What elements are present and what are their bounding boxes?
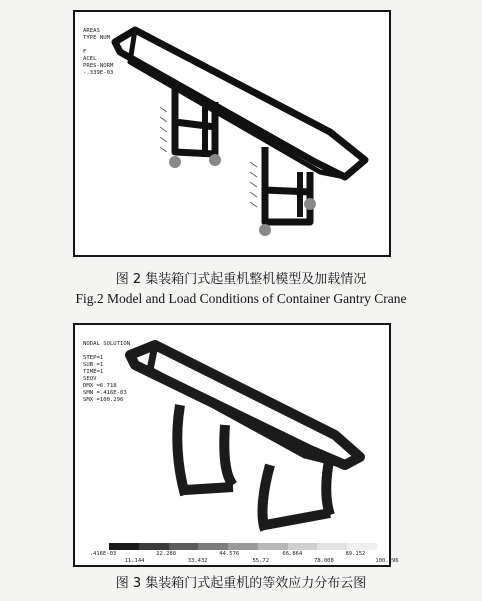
crane-wireframe-model [75, 12, 389, 255]
figure-3-stress [73, 323, 399, 567]
legend-label: 78.008 [313, 558, 334, 564]
legend-label: 89.152 [345, 551, 366, 557]
figure-2-model [73, 10, 391, 257]
figure-2-caption-en: Fig.2 Model and Load Conditions of Container Gantry Crane [75, 291, 407, 306]
legend-swatch [139, 543, 169, 550]
legend-label: 100.296 [375, 558, 399, 564]
legend-label: 66.864 [282, 551, 303, 557]
legend-swatch [288, 543, 318, 550]
legend-label: 55.72 [252, 558, 270, 564]
stress-legend-labels [89, 551, 399, 567]
legend-swatch [198, 543, 228, 550]
legend-swatch [258, 543, 288, 550]
legend-swatch [109, 543, 139, 550]
legend-swatch [169, 543, 199, 550]
legend-swatch [317, 543, 347, 550]
legend-swatch [347, 543, 377, 550]
legend-label: 44.576 [219, 551, 240, 557]
legend-label: 33.432 [187, 558, 208, 564]
fig3-annotation: NODAL SOLUTION STEP=1 SUB =1 TIME=1 SEQV DMX =6.718 SMN =.416E-03 SMX =100.296 [83, 341, 131, 403]
legend-label: 11.144 [124, 558, 145, 564]
stress-color-legend [109, 543, 377, 550]
figure-3-caption-cn: 图 3 集装箱门式起重机的等效应力分布云图 [115, 576, 367, 591]
legend-swatch [228, 543, 258, 550]
legend-label: .416E-03 [89, 551, 117, 557]
legend-label: 22.288 [156, 551, 177, 557]
fig2-annotation: AREAS TYPE NUM F ACEL PRES-NORM -.339E-03 [83, 28, 114, 76]
figure-2-caption-cn: 图 2 集装箱门式起重机整机模型及加载情况 [115, 272, 367, 287]
